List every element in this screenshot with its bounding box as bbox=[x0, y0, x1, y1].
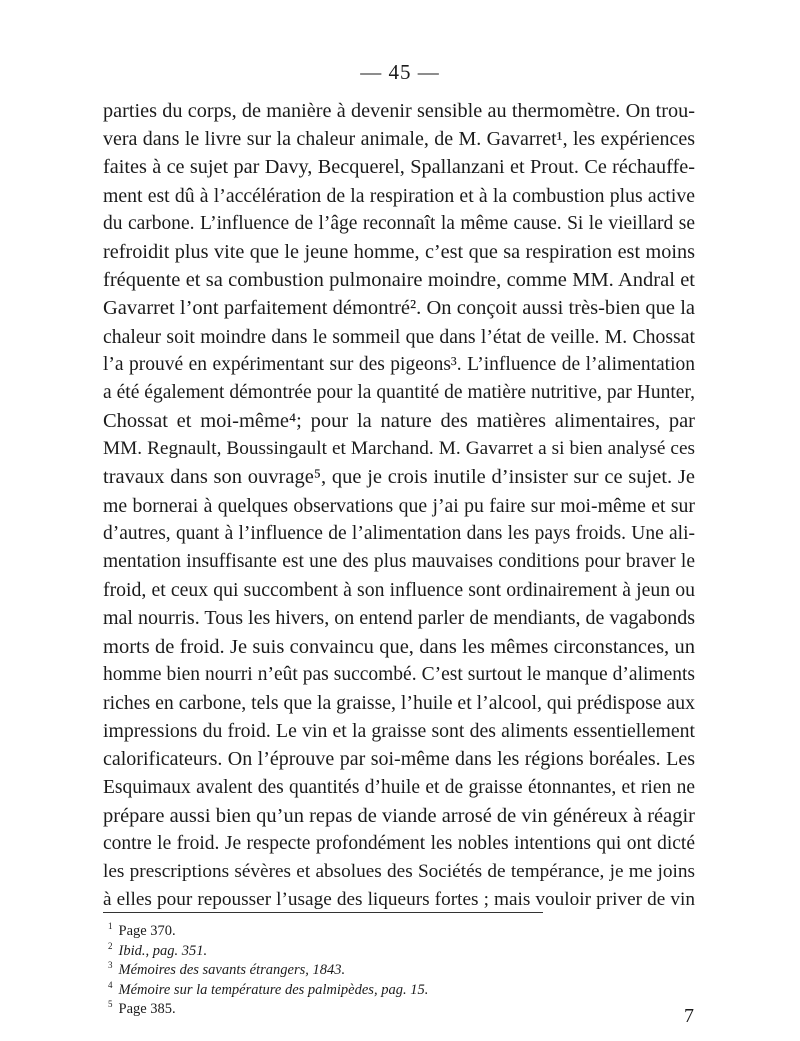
footnote-mark: 4 bbox=[108, 979, 113, 990]
text-line: MM. Regnault, Boussingault et Marchand. M. Gavarret a si bien analysé ces bbox=[103, 438, 695, 460]
text-line: me bornerai à quelques observations que j’ai pu faire sur moi-même et sur bbox=[103, 494, 695, 517]
text-line: mal nourris. Tous les hivers, on entend parler de mendiants, de vagabonds bbox=[103, 607, 695, 630]
footnotes bbox=[108, 917, 668, 1015]
text-line: ment est dû à l’accélération de la respiration et à la combustion plus active bbox=[103, 184, 695, 207]
text-line: contre le froid. Je respecte profondément les nobles intentions qui ont dicté bbox=[103, 832, 695, 854]
text-line: prépare aussi bien qu’un repas de viande arrosé de vin généreux à réagir bbox=[103, 804, 695, 827]
text-line: a été également démontrée pour la quantité de matière nutritive, par Hunter, bbox=[103, 381, 695, 403]
text-line: riches en carbone, tels que la graisse, l’huile et l’alcool, qui prédispose aux bbox=[103, 691, 695, 714]
text-line: vera dans le livre sur la chaleur animale, de M. Gavarret¹, les expériences bbox=[103, 128, 695, 151]
text-line: les prescriptions sévères et absolues des Sociétés de tempérance, je me joins bbox=[103, 861, 695, 883]
footnote-mark: 3 bbox=[108, 960, 113, 970]
text-line: calorificateurs. On l’éprouve par soi-même dans les régions boréales. Les bbox=[103, 748, 695, 771]
text-line: fréquente et sa combustion pulmonaire moindre, comme MM. Andral et bbox=[103, 269, 695, 292]
footnote-text: Mémoires des savants étrangers, 1843. bbox=[118, 961, 346, 978]
footnote-mark: 1 bbox=[108, 921, 113, 931]
text-line: chaleur soit moindre dans le sommeil que dans l’état de veille. M. Chossat bbox=[103, 325, 695, 348]
text-line: Gavarret l’ont parfaitement démontré². On conçoit aussi très-bien que la bbox=[103, 297, 695, 320]
footnote bbox=[108, 956, 668, 976]
text-line: refroidit plus vite que le jeune homme, c’est que sa respiration est moins bbox=[103, 240, 695, 263]
text-line: à elles pour repousser l’usage des liqueurs fortes ; mais vouloir priver de vin bbox=[103, 889, 695, 911]
footnote-text: Page 370. bbox=[118, 922, 176, 939]
text-line: du carbone. L’influence de l’âge reconnaît la même cause. Si le vieillard se bbox=[103, 212, 695, 234]
text-line: l’a prouvé en expérimentant sur des pigeons³. L’influence de l’alimentation bbox=[103, 353, 695, 375]
page-number: — 45 — bbox=[360, 60, 440, 84]
text-line: homme bien nourri n’eût pas succombé. C’est surtout le manque d’aliments bbox=[103, 663, 695, 685]
text-line: d’autres, quant à l’influence de l’alimentation dans les pays froids. Une ali- bbox=[103, 522, 695, 544]
text-line: Chossat et moi-même⁴; pour la nature des matières alimentaires, par bbox=[103, 410, 695, 433]
text-line: impressions du froid. Le vin et la graisse sont des aliments essentiellement bbox=[103, 720, 695, 743]
signature-mark: 7 bbox=[684, 1005, 694, 1027]
text-line: parties du corps, de manière à devenir sensible au thermomètre. On trou- bbox=[103, 100, 695, 122]
footnote-text: Ibid., pag. 351. bbox=[118, 942, 208, 959]
footnote bbox=[108, 937, 668, 957]
text-line: froid, et ceux qui succombent à son influence sont ordinairement à jeun ou bbox=[103, 579, 695, 602]
footnote bbox=[108, 917, 668, 937]
text-line: morts de froid. Je suis convaincu que, dans les mêmes circonstances, un bbox=[103, 635, 695, 658]
text-line: travaux dans son ouvrage⁵, que je crois inutile d’insister sur ce sujet. Je bbox=[103, 466, 695, 489]
footnote-text: Page 385. bbox=[118, 1000, 176, 1017]
footnote-text: Mémoire sur la température des palmipèdes, pag. 15. bbox=[118, 981, 429, 998]
footnote-mark: 5 bbox=[108, 999, 113, 1009]
text-line: faites à ce sujet par Davy, Becquerel, Spallanzani et Prout. Ce réchauffe- bbox=[103, 156, 695, 179]
footnote-mark: 2 bbox=[108, 940, 113, 951]
footnote-divider bbox=[103, 912, 543, 913]
body-text bbox=[103, 97, 695, 914]
footnote bbox=[108, 976, 668, 996]
text-line: Esquimaux avalent des quantités d’huile et de graisse étonnantes, et rien ne bbox=[103, 776, 695, 798]
text-line: mentation insuffisante est une des plus mauvaises conditions pour braver le bbox=[103, 551, 695, 572]
footnote bbox=[108, 995, 668, 1015]
